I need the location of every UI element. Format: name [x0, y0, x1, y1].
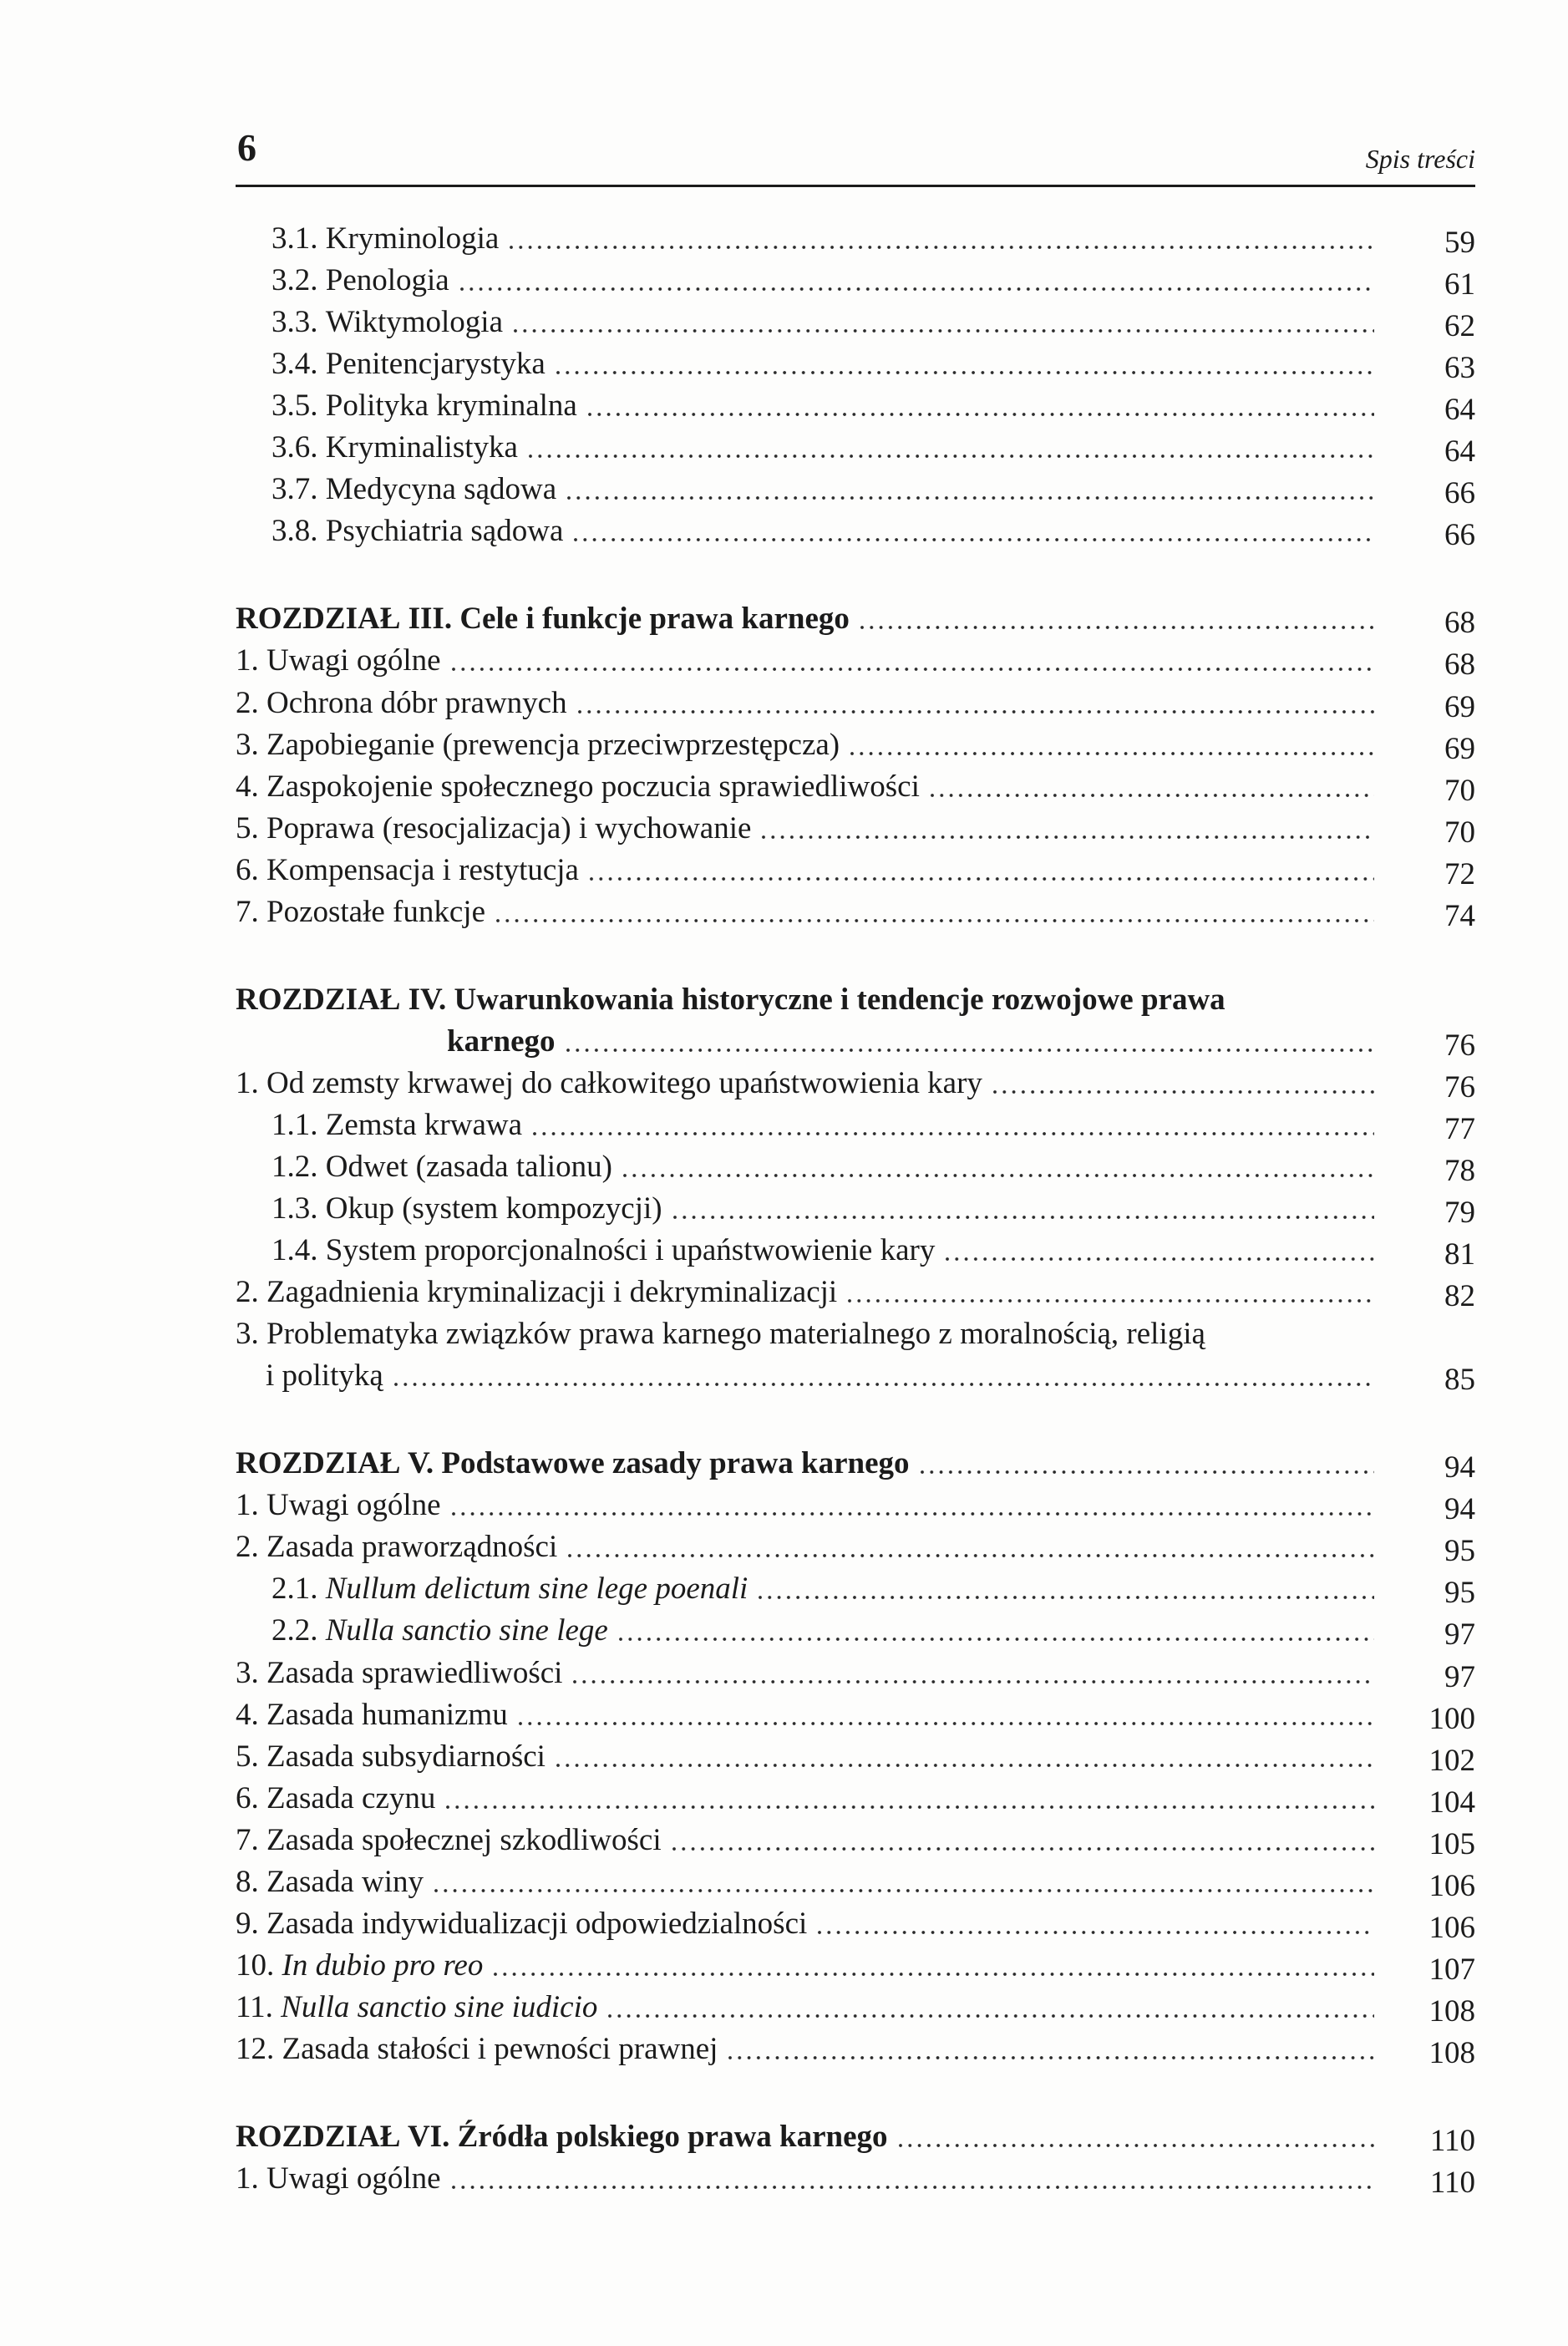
dot-leader — [451, 667, 1374, 672]
entry-number: 2.1. — [271, 1572, 318, 1607]
entry-page: 76 — [1444, 1069, 1475, 1104]
entry-number: 5. — [236, 810, 259, 845]
chapter-heading[interactable] — [236, 598, 1475, 640]
entry-label — [236, 1313, 1205, 1355]
entry-title: Zasada praworządności — [266, 1530, 558, 1565]
entry-page: 108 — [1428, 1993, 1475, 2029]
entry-title: Uwarunkowania historyczne i tendencje rozwojowe prawa — [454, 982, 1225, 1017]
toc-entry[interactable] — [236, 1694, 1475, 1736]
entry-title: Zaspokojenie społecznego poczucia sprawiedliwości — [266, 769, 920, 804]
entry-label — [236, 808, 751, 850]
entry-page: 104 — [1428, 1785, 1475, 1820]
entry-title: System proporcjonalności i upaństwowienie kary — [325, 1233, 936, 1268]
toc-entry[interactable] — [236, 640, 1475, 682]
page-number: 6 — [237, 126, 256, 169]
dot-leader — [992, 1089, 1374, 1094]
entry-title: Ochrona dóbr prawnych — [266, 685, 567, 720]
entry-label — [236, 724, 840, 766]
toc-entry[interactable] — [236, 1230, 1475, 1272]
entry-number: 3.7. — [271, 472, 318, 507]
entry-title: Zagadnienia kryminalizacji i dekryminalizacji — [266, 1275, 838, 1310]
entry-title: Od zemsty krwawej do całkowitego upaństwowienia kary — [266, 1065, 982, 1100]
entry-page: 68 — [1444, 606, 1475, 641]
entry-label — [236, 598, 850, 640]
entry-page: 61 — [1444, 267, 1475, 302]
dot-leader — [493, 1972, 1374, 1977]
entry-page: 94 — [1444, 1492, 1475, 1527]
entry-title: Źródła polskiego prawa karnego — [457, 2119, 888, 2154]
toc-entry[interactable] — [236, 260, 1475, 302]
entry-title: Cele i funkcje prawa karnego — [459, 602, 850, 637]
entry-title: Zasada indywidualizacji odpowiedzialności — [266, 1906, 808, 1941]
toc-section — [236, 1443, 1475, 2070]
chapter-heading[interactable] — [236, 1443, 1475, 1485]
dot-leader — [618, 1637, 1374, 1642]
entry-page: 78 — [1444, 1153, 1475, 1188]
toc-entry[interactable] — [236, 2029, 1475, 2070]
dot-leader — [761, 835, 1374, 840]
entry-title: Kryminalistyka — [325, 430, 518, 465]
entry-number: ROZDZIAŁ VI. — [236, 2119, 450, 2154]
entry-page: 97 — [1444, 1617, 1475, 1653]
entry-title: Zasada humanizmu — [266, 1697, 508, 1732]
entry-number: 11. — [236, 1989, 273, 2024]
entry-label — [236, 1987, 597, 2029]
entry-number: 6. — [236, 852, 259, 887]
entry-title: Zasada stałości i pewności prawnej — [282, 2031, 718, 2066]
dot-leader — [573, 537, 1374, 542]
entry-label — [236, 979, 1225, 1021]
dot-leader — [393, 1382, 1374, 1387]
dot-leader — [850, 751, 1374, 756]
toc-entry[interactable] — [236, 1104, 1475, 1146]
entry-label — [271, 1188, 662, 1230]
entry-page: 77 — [1444, 1111, 1475, 1146]
toc-entry[interactable] — [236, 891, 1475, 933]
entry-number: 3.3. — [271, 305, 318, 340]
dot-leader — [758, 1595, 1374, 1600]
entry-title: Uwagi ogólne — [266, 643, 441, 678]
entry-label — [236, 1736, 546, 1778]
dot-leader — [556, 370, 1374, 375]
entry-label — [236, 1820, 662, 1861]
entry-page: 107 — [1428, 1952, 1475, 1987]
entry-number: 4. — [236, 1697, 259, 1732]
entry-title-continued: karnego — [447, 1023, 556, 1059]
dot-leader — [566, 495, 1374, 500]
dot-leader — [945, 1257, 1374, 1262]
entry-label — [236, 1778, 435, 1820]
entry-label — [236, 1694, 508, 1736]
entry-number: 3.8. — [271, 514, 318, 549]
toc-section — [236, 2116, 1475, 2200]
entry-page: 62 — [1444, 309, 1475, 344]
entry-number: 4. — [236, 769, 259, 804]
entry-title: Zasada czynu — [266, 1780, 436, 1815]
entry-page: 76 — [1444, 1028, 1475, 1063]
entry-title: Psychiatria sądowa — [325, 514, 564, 549]
entry-number: 2. — [236, 1275, 259, 1310]
dot-leader — [566, 1048, 1375, 1053]
entry-continuation — [236, 1021, 1475, 1063]
entry-page: 106 — [1428, 1910, 1475, 1945]
entry-title: In dubio pro reo — [282, 1947, 484, 1983]
entry-label — [236, 1653, 562, 1694]
entry-title: Penologia — [325, 263, 449, 298]
entry-title: Nulla sanctio sine iudicio — [281, 1989, 598, 2024]
toc-entry[interactable] — [236, 1861, 1475, 1903]
toc-entry[interactable] — [236, 1188, 1475, 1230]
entry-page: 64 — [1444, 434, 1475, 470]
entry-number: 1. — [236, 1488, 259, 1523]
entry-title: Nullum delictum sine lege poenali — [325, 1572, 748, 1607]
entry-number: 2.2. — [271, 1613, 318, 1648]
toc-entry[interactable] — [236, 1903, 1475, 1945]
toc-entry[interactable] — [236, 427, 1475, 469]
entry-number: 3.1. — [271, 221, 318, 256]
toc-entry[interactable] — [236, 469, 1475, 510]
entry-number: ROZDZIAŁ IV. — [236, 982, 447, 1017]
entry-title: Podstawowe zasady prawa karnego — [441, 1446, 910, 1481]
entry-title: Kompensacja i restytucja — [266, 852, 579, 887]
entry-label — [236, 2029, 718, 2070]
dot-leader — [572, 1679, 1374, 1684]
entry-label — [236, 1063, 982, 1104]
entry-title: Kryminologia — [325, 221, 500, 256]
dot-leader — [860, 625, 1374, 630]
entry-number: 3.6. — [271, 430, 318, 465]
entry-number: 7. — [236, 1822, 259, 1857]
entry-page: 79 — [1444, 1196, 1475, 1231]
entry-page: 110 — [1429, 2166, 1475, 2201]
toc-entry[interactable] — [236, 1945, 1475, 1987]
running-title: Spis treści — [1365, 144, 1475, 174]
entry-number: 3.2. — [271, 263, 318, 298]
entry-number: 10. — [236, 1947, 275, 1983]
entry-page: 106 — [1428, 1868, 1475, 1903]
entry-page: 110 — [1429, 2123, 1475, 2158]
dot-leader — [577, 709, 1374, 714]
entry-page: 74 — [1444, 898, 1475, 933]
dot-leader — [495, 918, 1374, 923]
entry-page: 82 — [1444, 1279, 1475, 1314]
toc-entry[interactable] — [236, 850, 1475, 891]
toc-entry[interactable] — [236, 682, 1475, 724]
entry-page: 63 — [1444, 351, 1475, 386]
entry-label — [236, 891, 485, 933]
entry-number: 2. — [236, 1530, 259, 1565]
entry-title: Zasada subsydiarności — [266, 1739, 546, 1774]
entry-page: 66 — [1444, 476, 1475, 511]
dot-leader — [434, 1888, 1374, 1893]
entry-label — [236, 640, 441, 682]
entry-number: 12. — [236, 2031, 275, 2066]
entry-number: 3.4. — [271, 347, 318, 382]
entry-number: 5. — [236, 1739, 259, 1774]
toc-entry[interactable] — [236, 1987, 1475, 2029]
entry-page: 70 — [1444, 815, 1475, 850]
entry-label — [271, 343, 546, 385]
entry-label — [236, 1861, 424, 1903]
entry-number: 3.5. — [271, 388, 318, 424]
toc-entry[interactable] — [236, 1146, 1475, 1188]
entry-continuation — [236, 1355, 1475, 1397]
entry-page: 94 — [1444, 1450, 1475, 1485]
dot-leader — [589, 876, 1374, 881]
toc-entry[interactable] — [236, 1652, 1475, 1693]
toc-entry[interactable] — [236, 724, 1475, 766]
entry-label — [271, 302, 503, 343]
dot-leader — [459, 287, 1374, 292]
entry-title: Poprawa (resocjalizacja) i wychowanie — [266, 810, 752, 845]
toc-entry[interactable] — [236, 1736, 1475, 1778]
dot-leader — [847, 1298, 1374, 1303]
entry-number: 8. — [236, 1864, 259, 1899]
entry-label — [236, 850, 579, 891]
entry-number: 7. — [236, 894, 259, 929]
entry-page: 69 — [1444, 689, 1475, 724]
dot-leader — [728, 2055, 1374, 2060]
table-of-contents — [236, 218, 1475, 2200]
toc-entry[interactable] — [236, 1820, 1475, 1861]
chapter-heading[interactable] — [236, 979, 1475, 1021]
entry-page: 69 — [1444, 731, 1475, 766]
entry-number: 9. — [236, 1906, 259, 1941]
entry-number: 1. — [236, 643, 259, 678]
toc-entry[interactable] — [236, 343, 1475, 385]
entry-number: 3. — [236, 1317, 259, 1352]
entry-title: Odwet (zasada talionu) — [325, 1149, 612, 1184]
entry-number: 1. — [236, 1065, 259, 1100]
entry-title: Uwagi ogólne — [266, 1488, 441, 1523]
entry-label — [271, 469, 556, 510]
entry-title: Okup (system kompozycji) — [325, 1191, 662, 1226]
toc-entry[interactable] — [236, 302, 1475, 343]
toc-entry[interactable] — [236, 1313, 1475, 1355]
dot-leader — [445, 1805, 1374, 1810]
toc-entry[interactable] — [236, 2158, 1475, 2200]
toc-entry[interactable] — [236, 510, 1475, 552]
entry-title: Penitencjarystyka — [325, 347, 546, 382]
toc-entry[interactable] — [236, 1778, 1475, 1820]
entry-label — [271, 510, 563, 552]
entry-label — [271, 1104, 522, 1146]
entry-number: 1.3. — [271, 1191, 318, 1226]
entry-title: Zasada społecznej szkodliwości — [266, 1822, 662, 1857]
entry-label — [236, 1485, 441, 1526]
entry-title: Zasada sprawiedliwości — [266, 1655, 563, 1690]
entry-page: 105 — [1428, 1826, 1475, 1861]
toc-entry[interactable] — [236, 766, 1475, 808]
entry-number: 1. — [236, 2161, 259, 2196]
entry-page: 95 — [1444, 1534, 1475, 1569]
entry-title: Medycyna sądowa — [325, 472, 557, 507]
dot-leader — [451, 1511, 1374, 1516]
entry-page: 72 — [1444, 856, 1475, 891]
entry-number: 1.1. — [271, 1107, 318, 1142]
entry-page: 64 — [1444, 393, 1475, 428]
entry-number: 1.4. — [271, 1233, 318, 1268]
entry-title: Wiktymologia — [325, 305, 504, 340]
dot-leader — [451, 2185, 1374, 2190]
toc-section — [236, 979, 1475, 1397]
dot-leader — [622, 1173, 1374, 1178]
entry-number: ROZDZIAŁ III. — [236, 602, 453, 637]
toc-section — [236, 218, 1475, 552]
dot-leader — [567, 1553, 1374, 1558]
entry-label — [236, 2116, 888, 2158]
entry-label — [271, 218, 499, 260]
entry-title: Nulla sanctio sine lege — [325, 1613, 608, 1648]
entry-number: 3. — [236, 727, 259, 762]
entry-label — [271, 1146, 612, 1188]
entry-page: 70 — [1444, 773, 1475, 808]
entry-label — [236, 766, 920, 808]
dot-leader — [930, 793, 1374, 798]
dot-leader — [509, 245, 1374, 250]
entry-page: 108 — [1428, 2035, 1475, 2070]
entry-label — [271, 385, 577, 427]
entry-title: Polityka kryminalna — [325, 388, 577, 424]
entry-label — [271, 1230, 935, 1272]
toc-entry[interactable] — [236, 1568, 1475, 1610]
toc-entry[interactable] — [236, 1485, 1475, 1526]
entry-label — [271, 427, 518, 469]
entry-label — [271, 1568, 748, 1610]
entry-page: 97 — [1444, 1659, 1475, 1694]
entry-label — [271, 260, 449, 302]
dot-leader — [672, 1215, 1374, 1220]
entry-page: 85 — [1444, 1363, 1475, 1398]
entry-page: 100 — [1428, 1701, 1475, 1736]
header-rule — [236, 185, 1475, 187]
dot-leader — [920, 1470, 1374, 1475]
entry-label — [236, 1443, 910, 1485]
entry-number: 6. — [236, 1780, 259, 1815]
entry-number: 2. — [236, 685, 259, 720]
toc-entry[interactable] — [236, 385, 1475, 427]
toc-entry[interactable] — [236, 1610, 1475, 1652]
dot-leader — [532, 1131, 1374, 1136]
dot-leader — [513, 328, 1374, 333]
entry-label — [236, 1526, 557, 1568]
dot-leader — [518, 1721, 1374, 1726]
entry-label — [236, 1272, 837, 1313]
entry-label — [236, 2158, 441, 2200]
entry-title: Pozostałe funkcje — [266, 894, 485, 929]
toc-section — [236, 598, 1475, 932]
toc-entry[interactable] — [236, 808, 1475, 850]
dot-leader — [528, 454, 1374, 459]
entry-label — [271, 1610, 608, 1652]
entry-page: 68 — [1444, 647, 1475, 683]
entry-title: Zemsta krwawa — [325, 1107, 523, 1142]
entry-title: Problematyka związków prawa karnego materialnego z moralnością, religią — [266, 1317, 1205, 1352]
toc-entry[interactable] — [236, 218, 1475, 260]
entry-page: 66 — [1444, 518, 1475, 553]
chapter-heading[interactable] — [236, 2116, 1475, 2158]
toc-entry[interactable] — [236, 1526, 1475, 1568]
entry-label — [236, 683, 567, 724]
entry-label — [236, 1945, 483, 1987]
dot-leader — [556, 1763, 1374, 1768]
dot-leader — [607, 2013, 1374, 2018]
entry-label — [236, 1903, 807, 1945]
entry-page: 59 — [1444, 226, 1475, 261]
dot-leader — [898, 2143, 1374, 2148]
entry-title: Zasada winy — [266, 1864, 424, 1899]
entry-page: 102 — [1428, 1743, 1475, 1778]
entry-page: 95 — [1444, 1576, 1475, 1611]
entry-page: 81 — [1444, 1237, 1475, 1272]
entry-title-continued: i polityką — [266, 1358, 383, 1394]
entry-title: Uwagi ogólne — [266, 2161, 441, 2196]
dot-leader — [587, 412, 1374, 417]
dot-leader — [817, 1930, 1374, 1935]
toc-entry[interactable] — [236, 1272, 1475, 1313]
toc-entry[interactable] — [236, 1063, 1475, 1104]
entry-number: ROZDZIAŁ V. — [236, 1446, 434, 1481]
entry-number: 1.2. — [271, 1149, 318, 1184]
dot-leader — [672, 1846, 1374, 1851]
entry-title: Zapobieganie (prewencja przeciwprzestępcza) — [266, 727, 840, 762]
entry-number: 3. — [236, 1655, 259, 1690]
